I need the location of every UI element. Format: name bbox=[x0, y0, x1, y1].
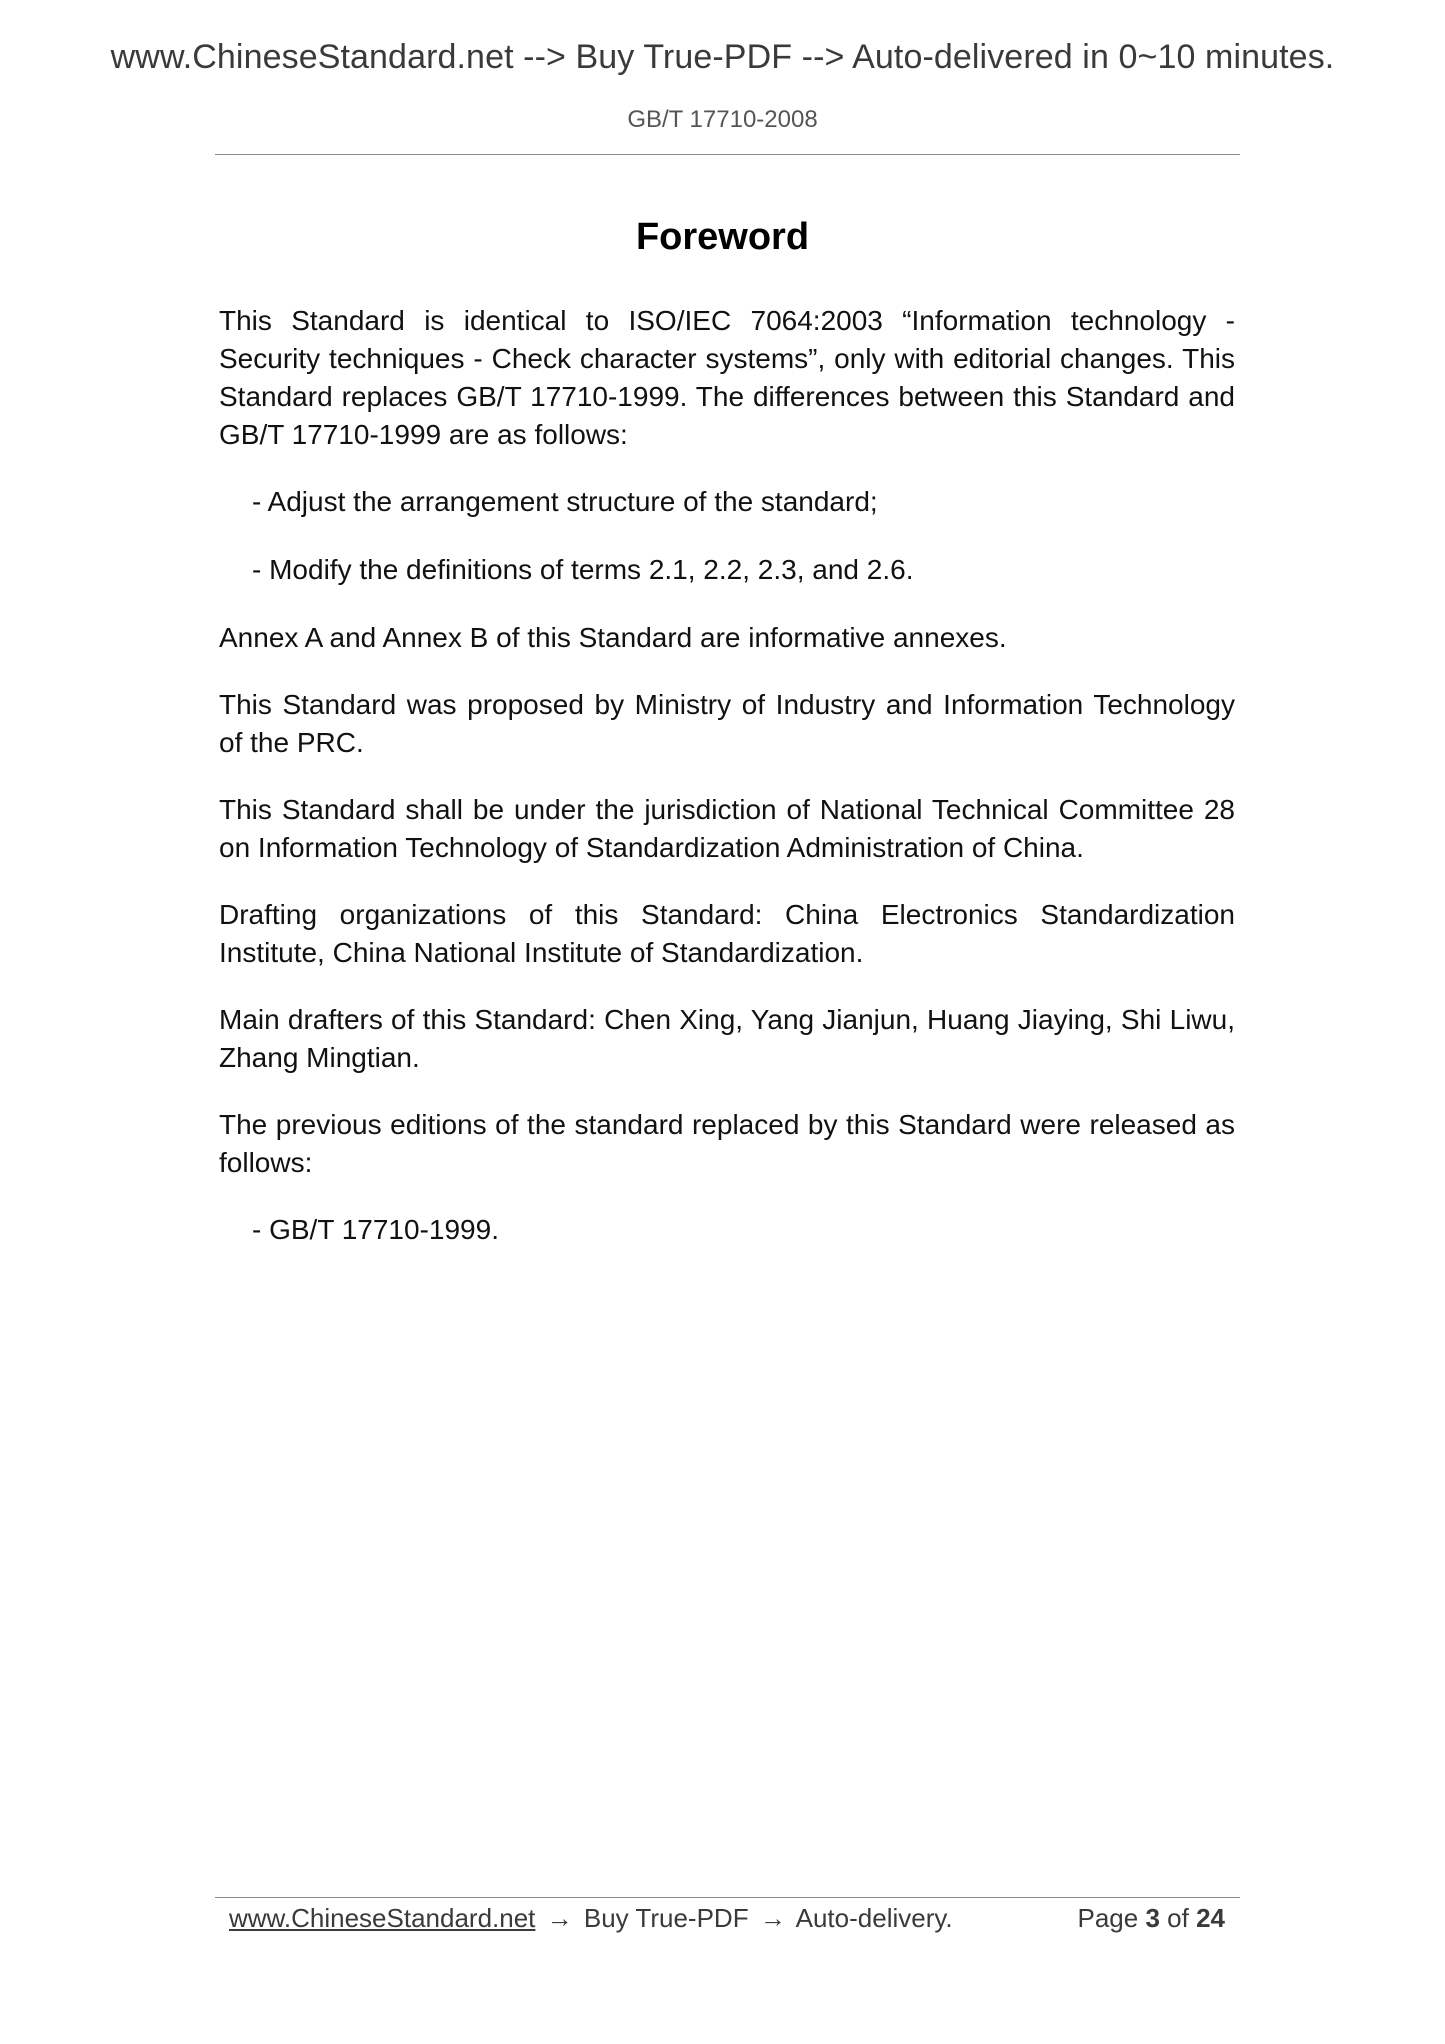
paragraph-identical-standard: This Standard is identical to ISO/IEC 7064:2003 “Information technology - Security techniques - Check character systems”, only with editorial changes. This Standard replaces GB/T 17710-1999. The differences between this Standard and GB/T 17710-1999 are as follows: bbox=[219, 305, 1235, 450]
list-item-arrangement: - Adjust the arrangement structure of the standard; bbox=[252, 486, 878, 517]
paragraph-proposed-by: This Standard was proposed by Ministry of Industry and Information Technology of the PRC. bbox=[219, 689, 1235, 758]
footer-website-link[interactable]: www.ChineseStandard.net bbox=[229, 1903, 536, 1933]
paragraph-main-drafters: Main drafters of this Standard: Chen Xing, Yang Jianjun, Huang Jiaying, Shi Liwu, Zhang Mingtian. bbox=[219, 1004, 1235, 1073]
foreword-body bbox=[219, 302, 1235, 1279]
list-item-previous-edition: - GB/T 17710-1999. bbox=[252, 1214, 499, 1245]
page-title: Foreword bbox=[635, 216, 810, 258]
paragraph-drafting-organizations: Drafting organizations of this Standard: China Electronics Standardization Institute, China National Institute of Standardization. bbox=[219, 899, 1235, 968]
total-pages: 24 bbox=[1196, 1903, 1225, 1933]
page-indicator bbox=[1077, 1903, 1225, 1934]
arrow-right-icon: → bbox=[759, 1903, 786, 1933]
paragraph-jurisdiction: This Standard shall be under the jurisdiction of National Technical Committee 28 on Information Technology of Standardization Administration of China. bbox=[219, 794, 1235, 863]
paragraph-annexes: Annex A and Annex B of this Standard are informative annexes. bbox=[219, 622, 1007, 653]
footer-divider bbox=[215, 1897, 1240, 1898]
document-code: GB/T 17710-2008 bbox=[627, 106, 818, 133]
header-divider bbox=[215, 154, 1240, 155]
paragraph-previous-editions: The previous editions of the standard replaced by this Standard were released as follows: bbox=[219, 1109, 1235, 1178]
list-item-definitions: - Modify the definitions of terms 2.1, 2.2, 2.3, and 2.6. bbox=[252, 554, 914, 585]
footer-buy-text: Buy True-PDF bbox=[583, 1903, 749, 1933]
of-label: of bbox=[1167, 1903, 1189, 1933]
footer-delivery-text: Auto-delivery. bbox=[795, 1903, 953, 1933]
top-banner: www.ChineseStandard.net --> Buy True-PDF --> Auto-delivered in 0~10 minutes. bbox=[110, 38, 1335, 76]
page-number: 3 bbox=[1145, 1903, 1160, 1933]
page-label: Page bbox=[1077, 1903, 1139, 1933]
footer-promo bbox=[229, 1903, 953, 1934]
arrow-right-icon: → bbox=[546, 1903, 573, 1933]
